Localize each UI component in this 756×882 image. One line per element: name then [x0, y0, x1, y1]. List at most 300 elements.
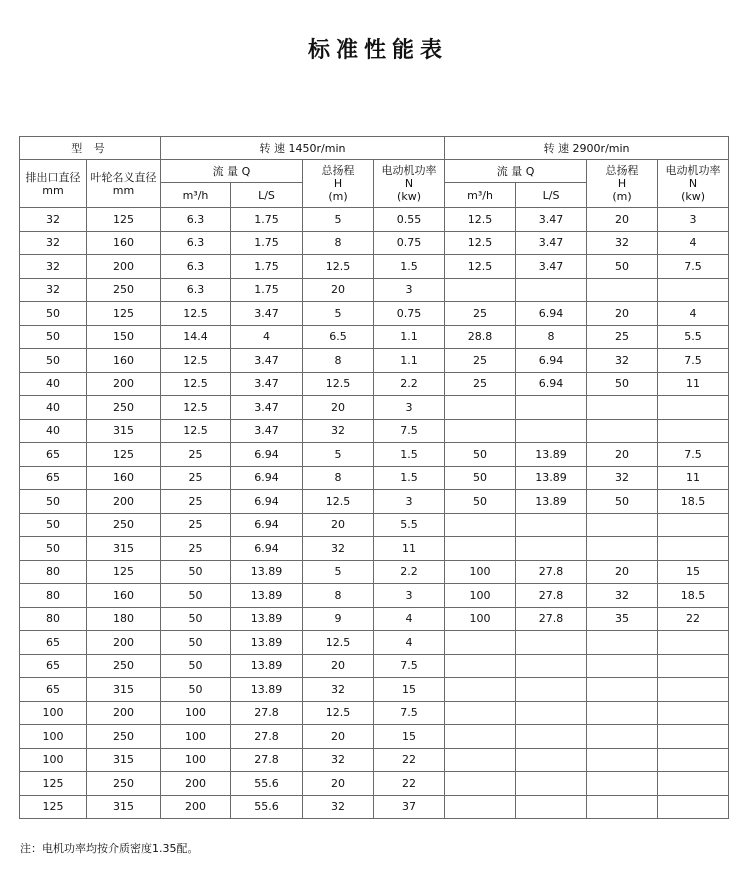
flow-1450-ls-cell: 55.6	[231, 772, 303, 796]
head-1450-symbol: H	[333, 177, 343, 190]
flow-2900-m3h-cell	[445, 654, 516, 678]
outlet-diameter-cell: 50	[20, 513, 87, 537]
head-1450-cell: 20	[303, 513, 374, 537]
power-1450-unit: (kw)	[397, 190, 421, 203]
table-row	[20, 278, 729, 302]
table-row	[20, 725, 729, 749]
flow-1450-m3h-unit: m³/h	[161, 183, 231, 208]
flow-1450-ls-unit: L/S	[231, 183, 303, 208]
head-1450-unit: (m)	[328, 190, 348, 203]
power-2900-cell: 7.5	[658, 255, 729, 279]
flow-2900-m3h-cell	[445, 278, 516, 302]
flow-2900-ls-cell: 3.47	[516, 255, 587, 279]
head-2900-cell: 32	[587, 349, 658, 373]
head-2900-cell	[587, 772, 658, 796]
flow-1450-m3h-cell: 12.5	[161, 372, 231, 396]
power-2900-cell	[658, 725, 729, 749]
head-1450-cell: 12.5	[303, 255, 374, 279]
head-2900-cell: 50	[587, 490, 658, 514]
head-1450-cell: 20	[303, 654, 374, 678]
flow-2900-ls-unit: L/S	[516, 183, 587, 208]
head-2900-cell: 20	[587, 560, 658, 584]
table-row	[20, 466, 729, 490]
flow-2900-ls-cell: 27.8	[516, 560, 587, 584]
power-2900-cell: 11	[658, 372, 729, 396]
table-row	[20, 560, 729, 584]
impeller-diameter-cell: 250	[87, 396, 161, 420]
head-2900-cell	[587, 513, 658, 537]
power-1450-cell: 1.1	[374, 325, 445, 349]
flow-1450-m3h-cell: 12.5	[161, 396, 231, 420]
flow-1450-ls-cell: 13.89	[231, 607, 303, 631]
power-2900-cell: 15	[658, 560, 729, 584]
head-2900-cell: 32	[587, 231, 658, 255]
flow-2900-ls-cell	[516, 678, 587, 702]
outlet-diameter-cell: 50	[20, 537, 87, 561]
flow-1450-m3h-cell: 25	[161, 537, 231, 561]
power-2900-cell: 11	[658, 466, 729, 490]
head-2900-cell: 35	[587, 607, 658, 631]
flow-1450-m3h-cell: 50	[161, 560, 231, 584]
flow-1450-m3h-cell: 100	[161, 701, 231, 725]
speed-2900-header: 转 速 2900r/min	[445, 137, 729, 160]
footnote: 注：电机功率均按介质密度1.35配。	[20, 842, 199, 855]
table-row	[20, 678, 729, 702]
power-1450-cell: 1.5	[374, 466, 445, 490]
head-1450-cell: 5	[303, 443, 374, 467]
table-row	[20, 372, 729, 396]
flow-2900-ls-cell	[516, 795, 587, 819]
flow-1450-ls-cell: 13.89	[231, 678, 303, 702]
power-2900-cell	[658, 678, 729, 702]
outlet-diameter-cell: 32	[20, 231, 87, 255]
flow-1450-m3h-cell: 50	[161, 607, 231, 631]
flow-1450-m3h-cell: 100	[161, 725, 231, 749]
power-1450-cell: 1.5	[374, 443, 445, 467]
power-1450-cell: 37	[374, 795, 445, 819]
head-2900-cell	[587, 725, 658, 749]
head-2900-cell	[587, 654, 658, 678]
head-1450-cell: 32	[303, 678, 374, 702]
flow-2900-m3h-unit: m³/h	[445, 183, 516, 208]
outlet-diameter-cell: 80	[20, 584, 87, 608]
outlet-diameter-header	[20, 160, 87, 208]
impeller-diameter-cell: 160	[87, 466, 161, 490]
power-1450-cell: 3	[374, 396, 445, 420]
flow-1450-ls-cell: 13.89	[231, 584, 303, 608]
power-1450-cell: 15	[374, 725, 445, 749]
head-1450-cell: 5	[303, 560, 374, 584]
flow-2900-ls-cell: 6.94	[516, 372, 587, 396]
flow-1450-m3h-cell: 25	[161, 513, 231, 537]
flow-1450-m3h-cell: 200	[161, 795, 231, 819]
head-2900-cell	[587, 701, 658, 725]
flow-1450-m3h-cell: 12.5	[161, 349, 231, 373]
performance-table	[19, 136, 729, 819]
head-2900-cell	[587, 748, 658, 772]
power-1450-cell: 7.5	[374, 419, 445, 443]
head-1450-cell: 12.5	[303, 631, 374, 655]
table-row	[20, 795, 729, 819]
flow-1450-m3h-cell: 25	[161, 443, 231, 467]
outlet-diameter-cell: 32	[20, 255, 87, 279]
head-2900-unit: (m)	[612, 190, 632, 203]
power-1450-cell: 11	[374, 537, 445, 561]
power-2900-cell	[658, 396, 729, 420]
head-1450-cell: 12.5	[303, 490, 374, 514]
impeller-diameter-cell: 150	[87, 325, 161, 349]
head-2900-cell: 20	[587, 208, 658, 232]
flow-2900-m3h-cell: 12.5	[445, 255, 516, 279]
table-row	[20, 631, 729, 655]
flow-2900-m3h-cell: 100	[445, 560, 516, 584]
power-1450-cell: 22	[374, 772, 445, 796]
outlet-diameter-cell: 65	[20, 654, 87, 678]
outlet-diameter-cell: 100	[20, 701, 87, 725]
power-1450-cell: 4	[374, 607, 445, 631]
head-2900-cell	[587, 678, 658, 702]
power-2900-cell	[658, 537, 729, 561]
flow-2900-m3h-cell: 28.8	[445, 325, 516, 349]
outlet-diameter-cell: 65	[20, 443, 87, 467]
table-row	[20, 654, 729, 678]
power-1450-cell: 7.5	[374, 654, 445, 678]
flow-1450-m3h-cell: 50	[161, 584, 231, 608]
flow-2900-m3h-cell	[445, 537, 516, 561]
outlet-diameter-cell: 80	[20, 607, 87, 631]
power-2900-cell	[658, 772, 729, 796]
outlet-diameter-cell: 65	[20, 631, 87, 655]
table-row	[20, 584, 729, 608]
power-1450-label: 电动机功率	[381, 164, 437, 177]
head-1450-cell: 8	[303, 584, 374, 608]
flow-1450-ls-cell: 6.94	[231, 490, 303, 514]
power-2900-cell: 22	[658, 607, 729, 631]
flow-1450-ls-cell: 6.94	[231, 466, 303, 490]
flow-2900-ls-cell	[516, 772, 587, 796]
flow-1450-ls-cell: 27.8	[231, 701, 303, 725]
outlet-diameter-cell: 50	[20, 349, 87, 373]
flow-2900-m3h-cell	[445, 725, 516, 749]
head-1450-cell: 32	[303, 748, 374, 772]
flow-2900-m3h-cell	[445, 396, 516, 420]
head-1450-cell: 32	[303, 537, 374, 561]
impeller-diameter-cell: 200	[87, 701, 161, 725]
flow-2900-ls-cell: 27.8	[516, 584, 587, 608]
outlet-diameter-cell: 50	[20, 490, 87, 514]
power-2900-header	[658, 160, 729, 208]
flow-1450-ls-cell: 13.89	[231, 631, 303, 655]
head-1450-cell: 32	[303, 795, 374, 819]
head-2900-cell: 25	[587, 325, 658, 349]
power-1450-cell: 22	[374, 748, 445, 772]
flow-2900-m3h-cell: 50	[445, 466, 516, 490]
power-1450-cell: 3	[374, 584, 445, 608]
flow-1450-ls-cell: 13.89	[231, 654, 303, 678]
speed-1450-header: 转 速 1450r/min	[161, 137, 445, 160]
impeller-diameter-cell: 315	[87, 678, 161, 702]
flow-1450-m3h-cell: 200	[161, 772, 231, 796]
power-2900-label: 电动机功率	[665, 164, 721, 177]
power-1450-cell: 5.5	[374, 513, 445, 537]
head-2900-cell	[587, 537, 658, 561]
impeller-diameter-cell: 250	[87, 654, 161, 678]
head-1450-cell: 9	[303, 607, 374, 631]
flow-2900-m3h-cell	[445, 678, 516, 702]
table-row	[20, 255, 729, 279]
head-2900-symbol: H	[617, 177, 627, 190]
impeller-diameter-cell: 125	[87, 208, 161, 232]
flow-1450-m3h-cell: 12.5	[161, 302, 231, 326]
flow-2900-ls-cell: 3.47	[516, 231, 587, 255]
impeller-diameter-cell: 315	[87, 419, 161, 443]
flow-2900-ls-cell	[516, 725, 587, 749]
flow-2900-m3h-cell: 100	[445, 607, 516, 631]
outlet-diameter-cell: 65	[20, 466, 87, 490]
flow-1450-ls-cell: 3.47	[231, 349, 303, 373]
flow-1450-ls-cell: 1.75	[231, 278, 303, 302]
flow-2900-m3h-cell: 50	[445, 490, 516, 514]
power-1450-cell: 2.2	[374, 372, 445, 396]
impeller-diameter-cell: 315	[87, 537, 161, 561]
power-2900-cell: 18.5	[658, 490, 729, 514]
impeller-diameter-cell: 200	[87, 631, 161, 655]
head-2900-cell	[587, 419, 658, 443]
head-2900-cell: 32	[587, 584, 658, 608]
outlet-diameter-cell: 40	[20, 396, 87, 420]
head-1450-cell: 12.5	[303, 701, 374, 725]
table-row	[20, 349, 729, 373]
flow-1450-m3h-cell: 6.3	[161, 231, 231, 255]
head-1450-cell: 20	[303, 278, 374, 302]
head-1450-cell: 6.5	[303, 325, 374, 349]
head-2900-cell: 32	[587, 466, 658, 490]
flow-2900-ls-cell: 27.8	[516, 607, 587, 631]
table-row	[20, 772, 729, 796]
table-row	[20, 701, 729, 725]
head-1450-header	[303, 160, 374, 208]
head-1450-label: 总扬程	[321, 164, 355, 177]
flow-2900-m3h-cell	[445, 772, 516, 796]
flow-2900-m3h-cell	[445, 795, 516, 819]
head-2900-cell: 50	[587, 372, 658, 396]
power-1450-cell: 7.5	[374, 701, 445, 725]
table-row	[20, 607, 729, 631]
flow-1450-m3h-cell: 25	[161, 466, 231, 490]
flow-1450-ls-cell: 3.47	[231, 419, 303, 443]
head-2900-cell: 20	[587, 302, 658, 326]
head-2900-header	[587, 160, 658, 208]
outlet-diameter-cell: 40	[20, 372, 87, 396]
head-1450-cell: 20	[303, 772, 374, 796]
flow-1450-ls-cell: 1.75	[231, 255, 303, 279]
flow-1450-ls-cell: 6.94	[231, 513, 303, 537]
table-row	[20, 231, 729, 255]
flow-2900-ls-cell	[516, 654, 587, 678]
power-2900-cell	[658, 654, 729, 678]
outlet-diameter-cell: 100	[20, 725, 87, 749]
outlet-diameter-cell: 40	[20, 419, 87, 443]
flow-1450-ls-cell: 3.47	[231, 396, 303, 420]
head-1450-cell: 8	[303, 349, 374, 373]
outlet-diameter-unit: mm	[42, 183, 64, 197]
head-1450-cell: 20	[303, 725, 374, 749]
head-2900-cell: 50	[587, 255, 658, 279]
power-2900-cell	[658, 631, 729, 655]
flow-1450-m3h-cell: 14.4	[161, 325, 231, 349]
header-row-2	[20, 160, 729, 183]
flow-1450-ls-cell: 3.47	[231, 372, 303, 396]
flow-1450-header: 流 量 Q	[161, 160, 303, 183]
flow-1450-m3h-cell: 6.3	[161, 208, 231, 232]
power-2900-symbol: N	[688, 177, 698, 190]
impeller-diameter-cell: 315	[87, 748, 161, 772]
table-row	[20, 302, 729, 326]
flow-2900-ls-cell	[516, 513, 587, 537]
flow-1450-ls-cell: 4	[231, 325, 303, 349]
flow-2900-ls-cell	[516, 537, 587, 561]
flow-2900-header: 流 量 Q	[445, 160, 587, 183]
outlet-diameter-label: 排出口直径	[25, 170, 81, 184]
outlet-diameter-cell: 125	[20, 772, 87, 796]
outlet-diameter-cell: 100	[20, 748, 87, 772]
flow-2900-m3h-cell: 25	[445, 372, 516, 396]
power-1450-cell: 0.75	[374, 302, 445, 326]
flow-2900-m3h-cell	[445, 701, 516, 725]
model-header: 型 号	[20, 137, 161, 160]
outlet-diameter-cell: 50	[20, 302, 87, 326]
impeller-diameter-cell: 315	[87, 795, 161, 819]
flow-1450-m3h-cell: 100	[161, 748, 231, 772]
power-1450-cell: 2.2	[374, 560, 445, 584]
flow-2900-ls-cell: 6.94	[516, 349, 587, 373]
flow-1450-m3h-cell: 12.5	[161, 419, 231, 443]
power-2900-cell	[658, 748, 729, 772]
flow-2900-m3h-cell: 100	[445, 584, 516, 608]
impeller-diameter-unit: mm	[112, 183, 135, 197]
flow-2900-ls-cell: 6.94	[516, 302, 587, 326]
power-2900-cell	[658, 278, 729, 302]
flow-2900-ls-cell	[516, 396, 587, 420]
impeller-diameter-header	[87, 160, 161, 208]
power-1450-cell: 4	[374, 631, 445, 655]
impeller-diameter-cell: 200	[87, 490, 161, 514]
flow-2900-ls-cell	[516, 278, 587, 302]
outlet-diameter-cell: 80	[20, 560, 87, 584]
flow-1450-ls-cell: 1.75	[231, 231, 303, 255]
power-1450-cell: 0.75	[374, 231, 445, 255]
power-1450-cell: 1.1	[374, 349, 445, 373]
power-2900-cell: 7.5	[658, 349, 729, 373]
header-row-1	[20, 137, 729, 160]
impeller-diameter-label: 叶轮名义直径	[90, 170, 157, 184]
impeller-diameter-cell: 125	[87, 560, 161, 584]
head-2900-label: 总扬程	[605, 164, 639, 177]
table-row	[20, 208, 729, 232]
impeller-diameter-cell: 160	[87, 584, 161, 608]
power-2900-cell	[658, 701, 729, 725]
impeller-diameter-cell: 125	[87, 302, 161, 326]
power-1450-cell: 0.55	[374, 208, 445, 232]
flow-2900-m3h-cell	[445, 748, 516, 772]
flow-2900-m3h-cell: 25	[445, 349, 516, 373]
flow-2900-ls-cell	[516, 631, 587, 655]
head-1450-cell: 5	[303, 208, 374, 232]
power-2900-cell: 5.5	[658, 325, 729, 349]
outlet-diameter-cell: 125	[20, 795, 87, 819]
power-2900-cell: 4	[658, 302, 729, 326]
flow-1450-m3h-cell: 25	[161, 490, 231, 514]
head-1450-cell: 5	[303, 302, 374, 326]
flow-1450-ls-cell: 27.8	[231, 748, 303, 772]
power-2900-cell	[658, 795, 729, 819]
head-1450-cell: 8	[303, 231, 374, 255]
power-2900-unit: (kw)	[681, 190, 706, 203]
head-2900-cell	[587, 278, 658, 302]
table-row	[20, 748, 729, 772]
flow-1450-ls-cell: 3.47	[231, 302, 303, 326]
flow-2900-ls-cell: 3.47	[516, 208, 587, 232]
flow-1450-m3h-cell: 6.3	[161, 255, 231, 279]
table-row	[20, 325, 729, 349]
impeller-diameter-cell: 160	[87, 349, 161, 373]
power-2900-cell: 18.5	[658, 584, 729, 608]
page-title: 标准性能表	[307, 37, 448, 63]
head-1450-cell: 12.5	[303, 372, 374, 396]
flow-1450-m3h-cell: 50	[161, 654, 231, 678]
table-row	[20, 443, 729, 467]
outlet-diameter-cell: 65	[20, 678, 87, 702]
table-row	[20, 396, 729, 420]
head-1450-cell: 8	[303, 466, 374, 490]
power-1450-header	[374, 160, 445, 208]
power-1450-cell: 1.5	[374, 255, 445, 279]
flow-2900-m3h-cell	[445, 631, 516, 655]
impeller-diameter-cell: 250	[87, 772, 161, 796]
table-row	[20, 490, 729, 514]
flow-2900-m3h-cell: 50	[445, 443, 516, 467]
power-2900-cell: 7.5	[658, 443, 729, 467]
impeller-diameter-cell: 250	[87, 513, 161, 537]
table-row	[20, 537, 729, 561]
head-1450-cell: 20	[303, 396, 374, 420]
impeller-diameter-cell: 160	[87, 231, 161, 255]
flow-2900-m3h-cell	[445, 513, 516, 537]
flow-1450-ls-cell: 13.89	[231, 560, 303, 584]
flow-2900-ls-cell: 13.89	[516, 443, 587, 467]
flow-2900-ls-cell: 8	[516, 325, 587, 349]
flow-2900-m3h-cell: 12.5	[445, 208, 516, 232]
power-1450-cell: 15	[374, 678, 445, 702]
flow-1450-m3h-cell: 50	[161, 678, 231, 702]
flow-2900-m3h-cell	[445, 419, 516, 443]
head-2900-cell	[587, 631, 658, 655]
flow-1450-ls-cell: 6.94	[231, 443, 303, 467]
table-row	[20, 513, 729, 537]
flow-2900-ls-cell	[516, 748, 587, 772]
flow-2900-m3h-cell: 25	[445, 302, 516, 326]
flow-2900-ls-cell	[516, 701, 587, 725]
flow-1450-ls-cell: 6.94	[231, 537, 303, 561]
flow-2900-ls-cell: 13.89	[516, 466, 587, 490]
impeller-diameter-cell: 250	[87, 278, 161, 302]
impeller-diameter-cell: 180	[87, 607, 161, 631]
flow-1450-ls-cell: 27.8	[231, 725, 303, 749]
flow-1450-ls-cell: 1.75	[231, 208, 303, 232]
table-row	[20, 419, 729, 443]
power-2900-cell: 4	[658, 231, 729, 255]
table-body	[20, 208, 729, 819]
